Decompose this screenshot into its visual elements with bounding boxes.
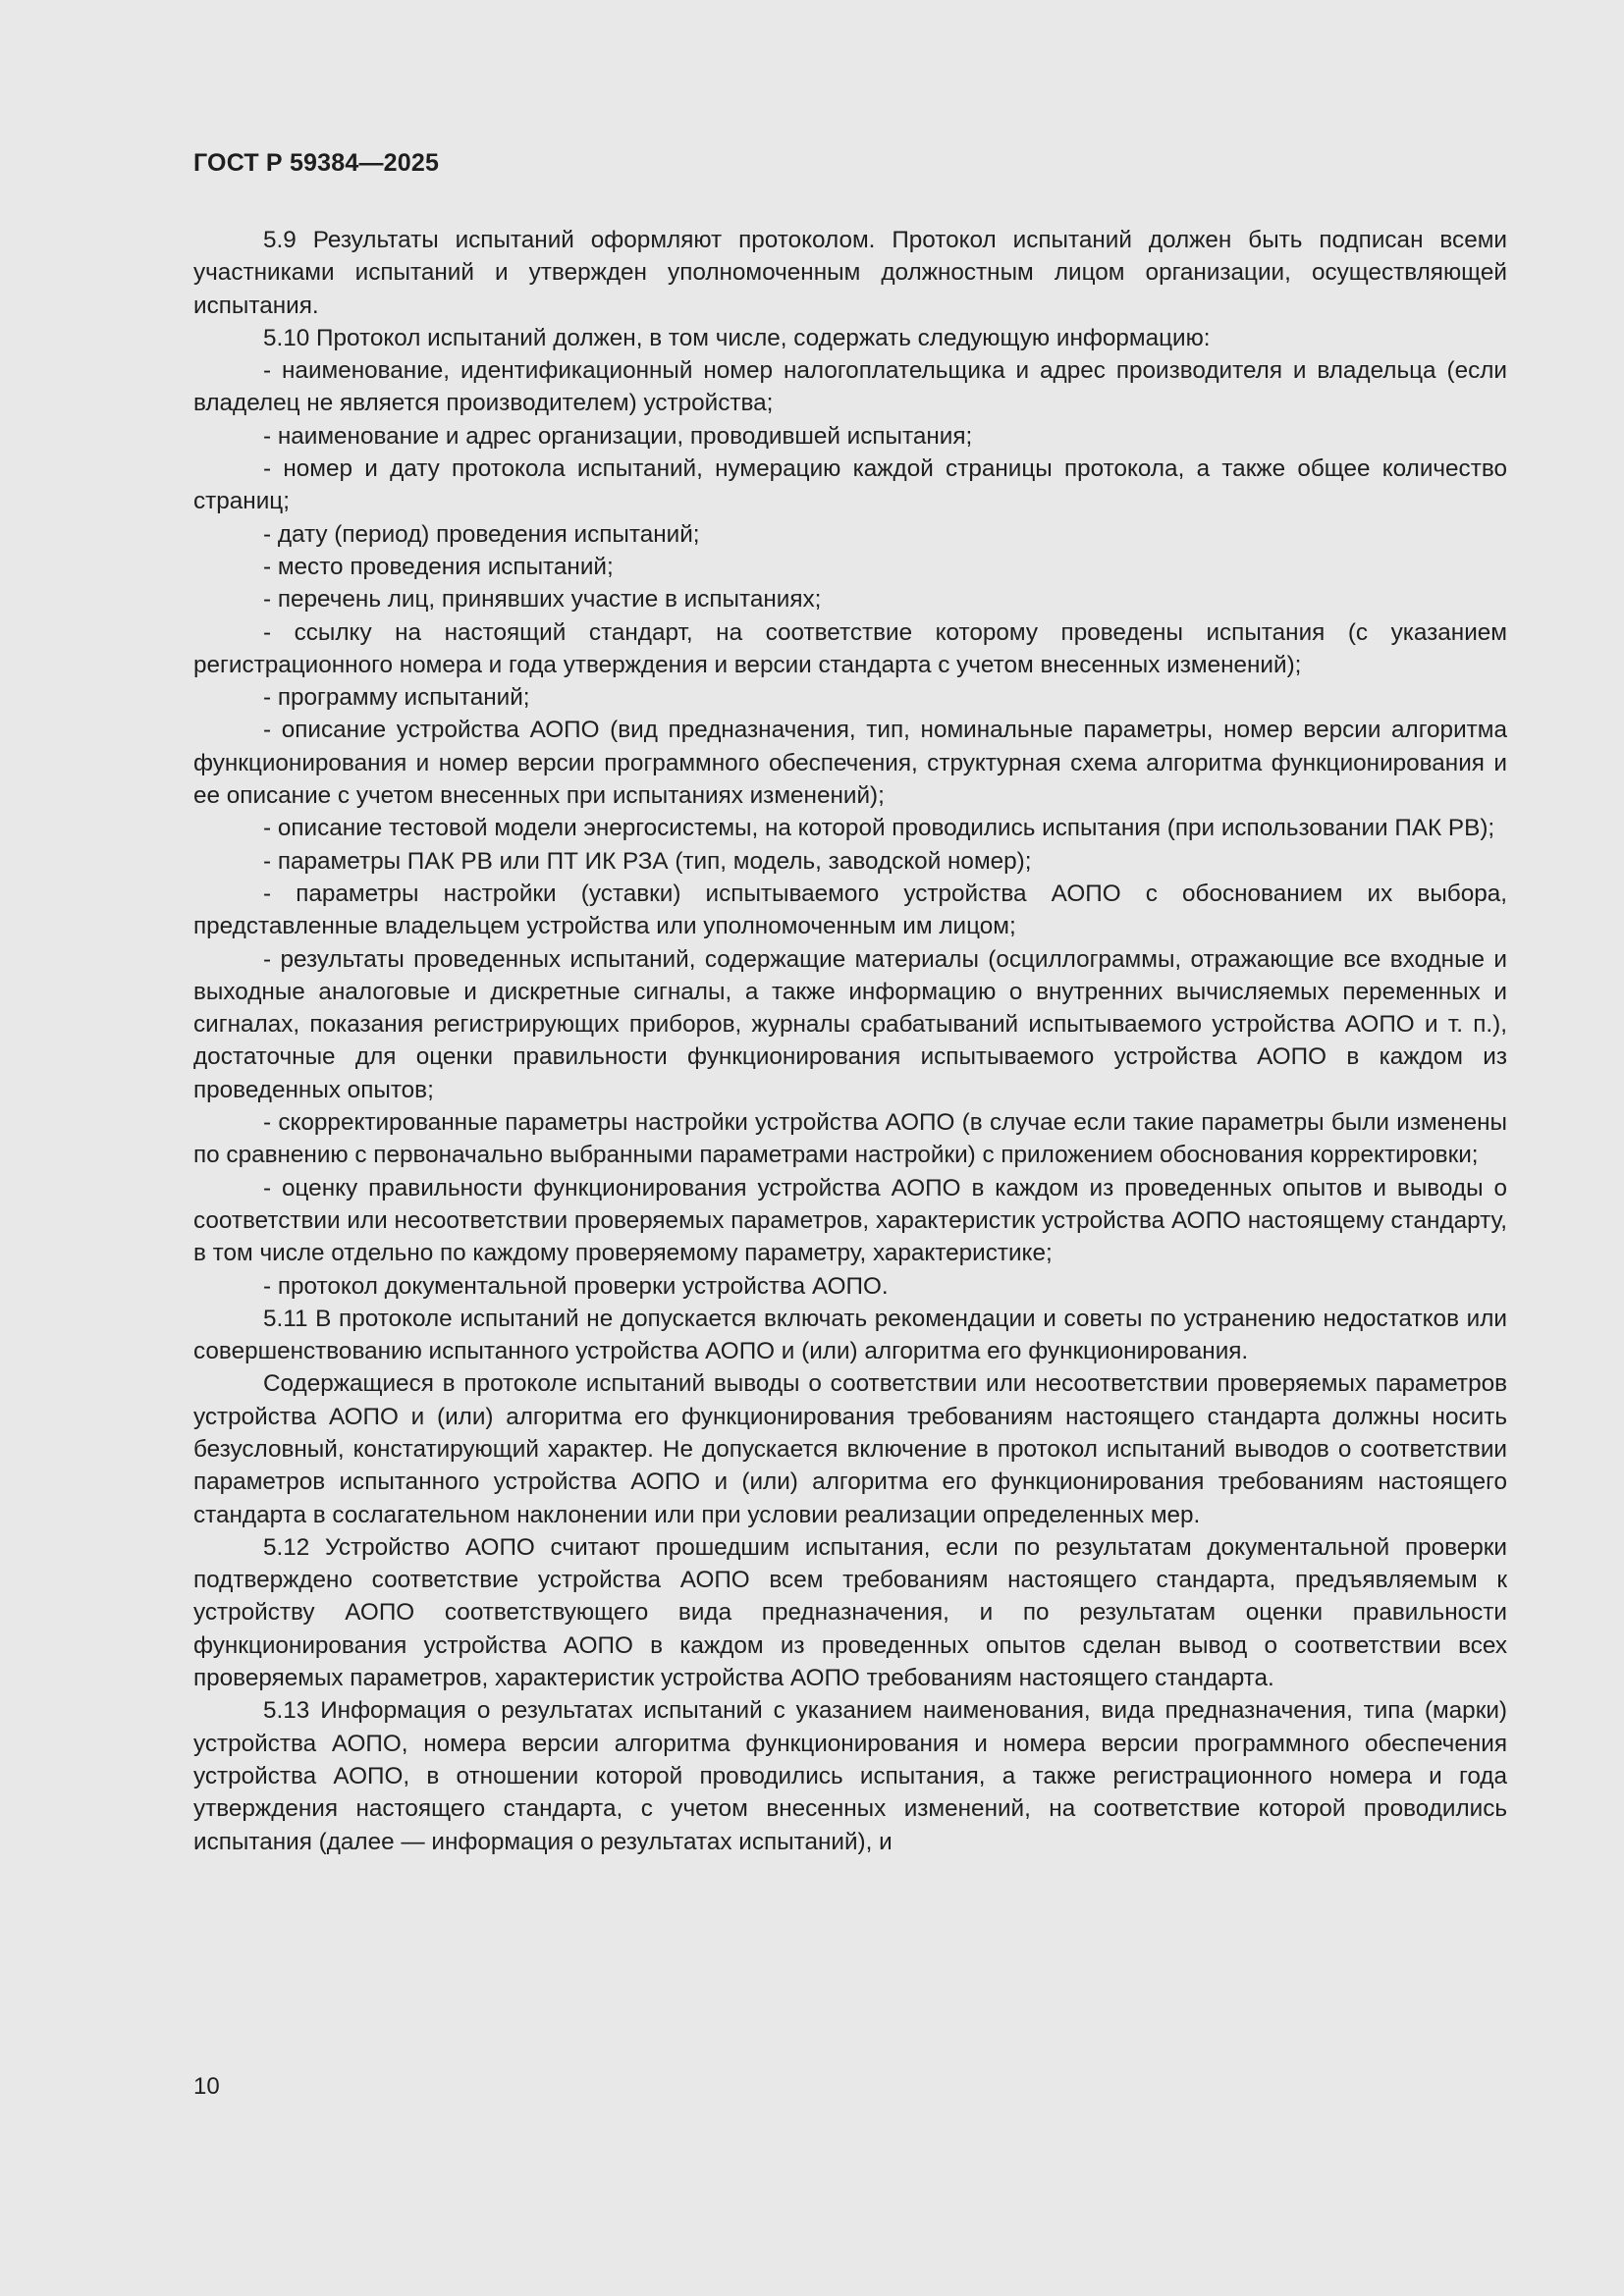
list-item: - результаты проведенных испытаний, содержащие материалы (осциллограммы, отражающие все входные и выходные аналоговые и дискретные сигналы, а также информацию о внутренних вычисляемых переменных и сигналах, показания регистрирующих приборов, журналы срабатываний испытываемого устройства АОПО и т. п.), достаточные для оценки правильности функционирования испытываемого устройства АОПО в каждом из проведенных опытов; (193, 945, 1507, 1103)
list-item: - перечень лиц, принявших участие в испытаниях; (263, 586, 822, 614)
list-item: - наименование и адрес организации, проводившей испытания; (263, 422, 973, 450)
paragraph: 5.13 Информация о результатах испытаний с указанием наименования, вида предназначения, типа (марки) устройства АОПО, номера версии алгоритма функционирования и номера версии программного обеспечения устройства АОПО, в отношении которой проводились испытания, а также регистрационного номера и года утверждения настоящего стандарта, с учетом внесенных изменений, на соответствие которой проводились испытания (далее — информация о результатах испытаний), и (193, 1697, 1507, 1855)
list-item: - описание устройства АОПО (вид предназначения, тип, номинальные параметры, номер версии алгоритма функционирования и номер версии программного обеспечения, структурная схема алгоритма функционирования и ее описание с учетом внесенных при испытаниях изменений); (193, 717, 1507, 810)
list-item: - место проведения испытаний; (263, 553, 614, 580)
list-item: - наименование, идентификационный номер налогоплательщика и адрес производителя и владельца (если владелец не является производителем) устройства; (193, 357, 1507, 417)
list-item: - номер и дату протокола испытаний, нумерацию каждой страницы протокола, а также общее количество страниц; (193, 455, 1507, 515)
list-item: - оценку правильности функционирования устройства АОПО в каждом из проведенных опытов и выводы о соответствии или несоответствии проверяемых параметров, характеристик устройства АОПО настоящему стандарту, в том числе отдельно по каждому проверяемому параметру, характеристике; (193, 1174, 1507, 1267)
list-item: - протокол документальной проверки устройства АОПО. (263, 1272, 889, 1300)
paragraph: 5.9 Результаты испытаний оформляют протоколом. Протокол испытаний должен быть подписан всеми участниками испытаний и утвержден уполномоченным должностным лицом организации, осуществляющей испытания. (193, 227, 1507, 319)
paragraph: 5.12 Устройство АОПО считают прошедшим испытания, если по результатам документальной проверки подтверждено соответствие устройства АОПО всем требованиям настоящего стандарта, предъявляемым к устройству АОПО соответствующего вида предназначения, и по результатам оценки правильности функционирования устройства АОПО в каждом из проведенных опытов сделан вывод о соответствии всех проверяемых параметров, характеристик устройства АОПО требованиям настоящего стандарта. (193, 1533, 1507, 1692)
list-item: - ссылку на настоящий стандарт, на соответствие которому проведены испытания (с указанием регистрационного номера и года утверждения и версии стандарта с учетом внесенных изменений); (193, 618, 1507, 678)
document-header: ГОСТ Р 59384—2025 (193, 149, 440, 177)
paragraph: Содержащиеся в протоколе испытаний выводы о соответствии или несоответствии проверяемых параметров устройства АОПО и (или) алгоритма его функционирования требованиям настоящего стандарта должны носить безусловный, констатирующий характер. Не допускается включение в протокол испытаний выводов о соответствии параметров испытанного устройства АОПО и (или) алгоритма его функционирования требованиям настоящего стандарта в сослагательном наклонении или при условии реализации определенных мер. (193, 1370, 1507, 1528)
paragraph: 5.11 В протоколе испытаний не допускается включать рекомендации и советы по устранению недостатков или совершенствованию испытанного устройства АОПО и (или) алгоритма его функционирования. (193, 1305, 1507, 1365)
list-item: - скорректированные параметры настройки устройства АОПО (в случае если такие параметры были изменены по сравнению с первоначально выбранными параметрами настройки) с приложением обоснования корректировки; (193, 1109, 1507, 1169)
list-item: - параметры настройки (уставки) испытываемого устройства АОПО с обоснованием их выбора, представленные владельцем устройства или уполномоченным им лицом; (193, 880, 1507, 940)
paragraph: 5.10 Протокол испытаний должен, в том числе, содержать следующую информацию: (263, 324, 1211, 351)
list-item: - параметры ПАК РВ или ПТ ИК РЗА (тип, модель, заводской номер); (263, 847, 1032, 875)
page-number: 10 (193, 2073, 220, 2100)
list-item: - программу испытаний; (263, 684, 530, 712)
document-body (193, 224, 1507, 1858)
list-item: - описание тестовой модели энергосистемы, на которой проводились испытания (при использовании ПАК РВ); (263, 815, 1495, 842)
list-item: - дату (период) проведения испытаний; (263, 520, 700, 548)
